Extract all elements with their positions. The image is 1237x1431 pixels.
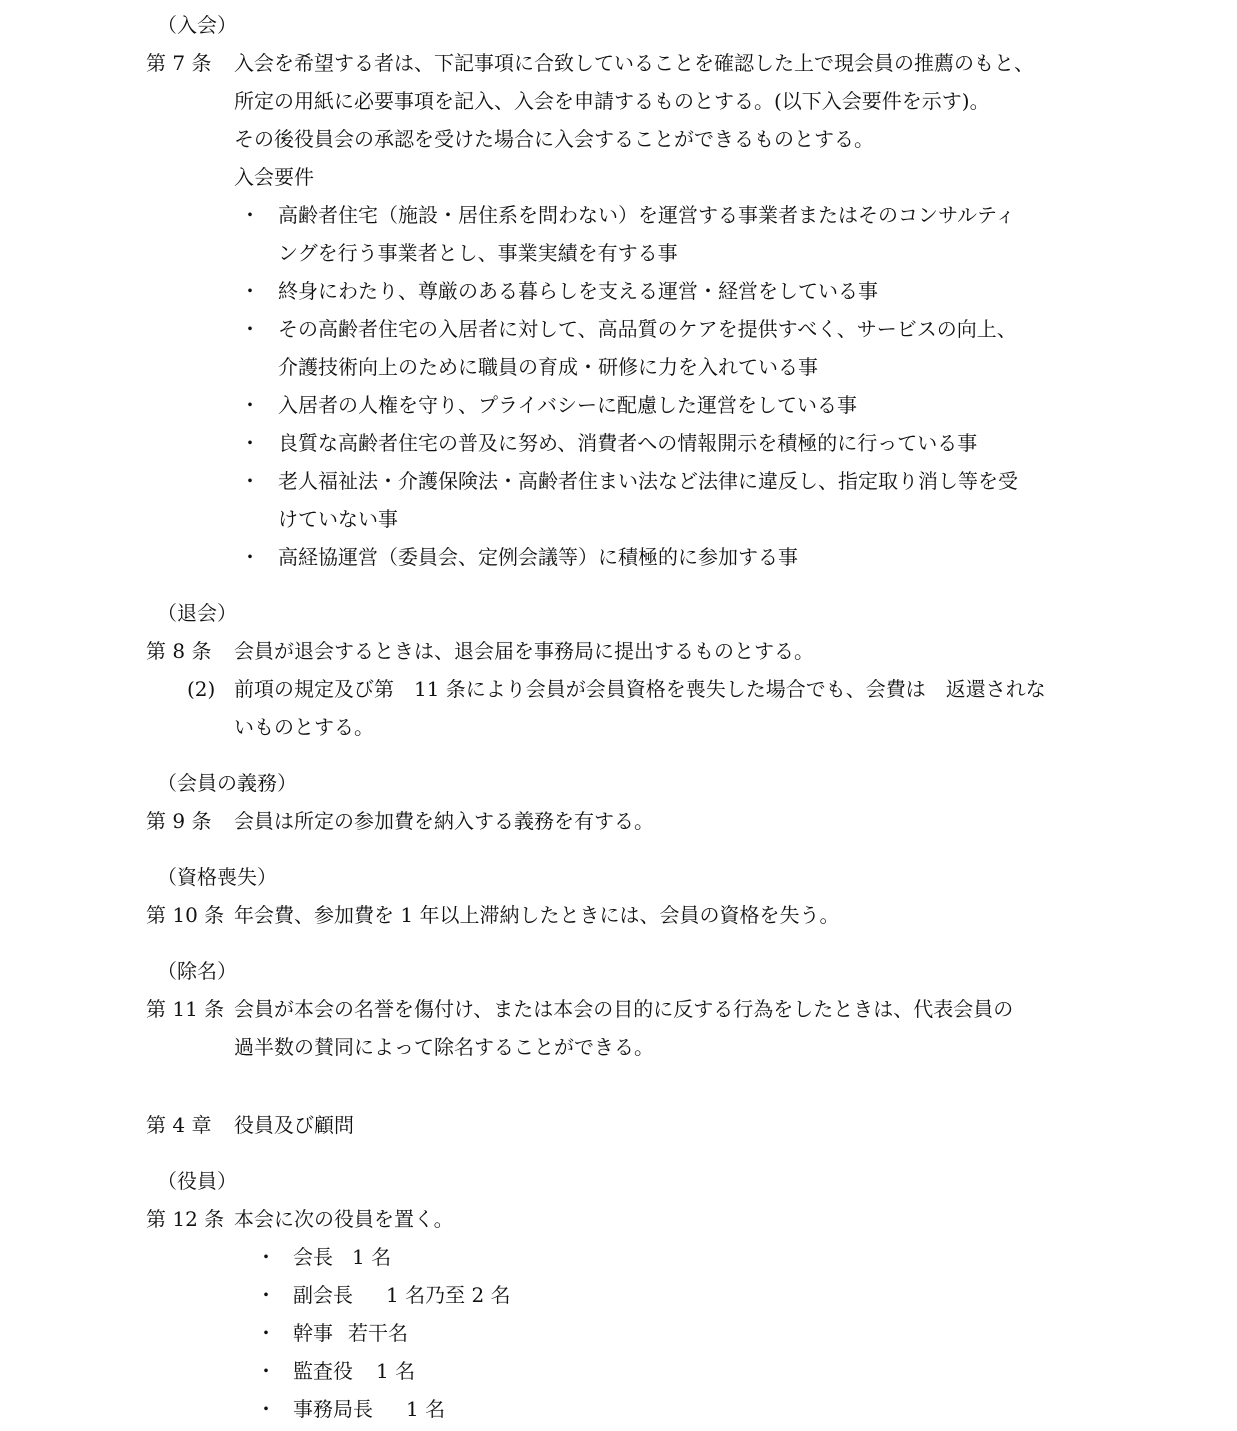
article-8-heading: （退会） (157, 601, 237, 625)
officer-title: 監査役 (293, 1359, 353, 1383)
requirement-item: 老人福祉法・介護保険法・高齢者住まい法など法律に違反し、指定取り消し等を受 (278, 469, 1018, 493)
article-8-paragraph-2-label: (2) (187, 677, 216, 701)
article-8-label: 第 8 条 (146, 639, 212, 663)
bullet-dot: ・ (256, 1397, 276, 1421)
article-12-text: 本会に次の役員を置く。 (234, 1207, 454, 1231)
article-10-label: 第 10 条 (146, 903, 225, 927)
bullet-dot: ・ (256, 1283, 276, 1307)
article-9-heading: （会員の義務） (157, 771, 297, 795)
officer-count: 1 名乃至 2 名 (386, 1283, 511, 1307)
bullet-dot: ・ (240, 393, 260, 417)
article-9-text: 会員は所定の参加費を納入する義務を有する。 (234, 809, 654, 833)
article-12-heading: （役員） (157, 1169, 237, 1193)
requirement-item: 良質な高齢者住宅の普及に努め、消費者への情報開示を積極的に行っている事 (278, 431, 978, 455)
bullet-dot: ・ (240, 545, 260, 569)
requirement-item-continued: ングを行う事業者とし、事業実績を有する事 (278, 241, 678, 265)
chapter-4-title: 役員及び顧問 (234, 1113, 354, 1137)
article-11-text-line: 会員が本会の名誉を傷付け、または本会の目的に反する行為をしたときは、代表会員の (234, 997, 1014, 1021)
article-10-heading: （資格喪失） (157, 865, 277, 889)
requirement-item: その高齢者住宅の入居者に対して、高品質のケアを提供すべく、サービスの向上、 (278, 317, 1017, 341)
officer-item (0, 1390, 1237, 1428)
bullet-dot: ・ (256, 1321, 276, 1345)
officer-item (0, 1276, 1237, 1314)
officer-item (0, 1314, 1237, 1352)
bylaws-document (0, 6, 1237, 1428)
officer-count: 1 名 (376, 1359, 416, 1383)
article-7-text-line: その後役員会の承認を受けた場合に入会することができるものとする。 (234, 127, 874, 151)
requirement-item: 終身にわたり、尊厳のある暮らしを支える運営・経営をしている事 (278, 279, 878, 303)
requirement-item-continued: 介護技術向上のために職員の育成・研修に力を入れている事 (278, 355, 818, 379)
bullet-dot: ・ (256, 1245, 276, 1269)
article-12-label: 第 12 条 (146, 1207, 225, 1231)
requirement-item: 入居者の人権を守り、プライバシーに配慮した運営をしている事 (278, 393, 857, 417)
officer-item (0, 1238, 1237, 1276)
requirement-item: 高経協運営（委員会、定例会議等）に積極的に参加する事 (278, 545, 798, 569)
officer-count: 1 名 (406, 1397, 446, 1421)
officer-count: 1 名 (352, 1245, 392, 1269)
article-11-label: 第 11 条 (146, 997, 225, 1021)
article-8-paragraph-2-text: 前項の規定及び第 11 条により会員が会員資格を喪失した場合でも、会費は 返還されな (234, 677, 1046, 701)
bullet-dot: ・ (240, 469, 260, 493)
bullet-dot: ・ (240, 203, 260, 227)
article-7-text-line: 入会を希望する者は、下記事項に合致していることを確認した上で現会員の推薦のもと、 (234, 51, 1034, 75)
officer-title: 会長 (293, 1245, 333, 1269)
officer-title: 幹事 (293, 1321, 333, 1345)
article-11-text-line: 過半数の賛同によって除名することができる。 (234, 1035, 654, 1059)
officer-title: 事務局長 (293, 1397, 373, 1421)
bullet-dot: ・ (240, 317, 260, 341)
article-7-heading: （入会） (157, 13, 237, 37)
article-8-text: 会員が退会するときは、退会届を事務局に提出するものとする。 (234, 639, 814, 663)
bullet-dot: ・ (240, 431, 260, 455)
requirement-item-continued: けていない事 (278, 507, 398, 531)
article-9-label: 第 9 条 (146, 809, 212, 833)
chapter-4-label: 第 4 章 (146, 1113, 212, 1137)
article-7-label: 第 7 条 (146, 51, 212, 75)
article-7-text-line: 所定の用紙に必要事項を記入、入会を申請するものとする。(以下入会要件を示す)。 (234, 89, 990, 113)
officer-count: 若干名 (348, 1321, 408, 1345)
article-11-heading: （除名） (157, 959, 237, 983)
officer-title: 副会長 (293, 1283, 353, 1307)
article-10-text: 年会費、参加費を 1 年以上滞納したときには、会員の資格を失う。 (234, 903, 840, 927)
article-8-paragraph-2-text: いものとする。 (234, 715, 374, 739)
officer-item (0, 1352, 1237, 1390)
bullet-dot: ・ (240, 279, 260, 303)
bullet-dot: ・ (256, 1359, 276, 1383)
requirement-item: 高齢者住宅（施設・居住系を問わない）を運営する事業者またはそのコンサルティ (278, 203, 1016, 227)
membership-requirements-label: 入会要件 (234, 165, 314, 189)
